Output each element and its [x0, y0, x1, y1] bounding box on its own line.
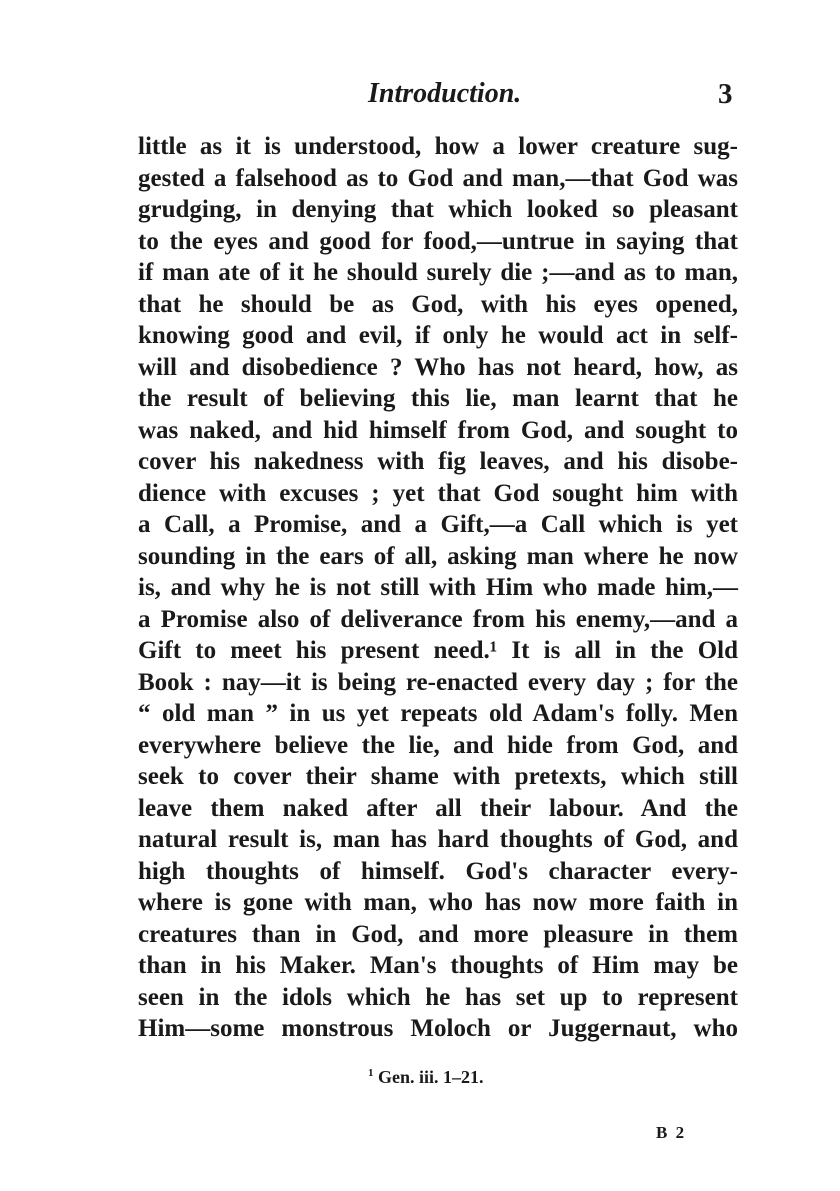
text-line: gested a falsehood as to God and man,—that God was — [138, 164, 738, 192]
text-line: the result of believing this lie, man learnt that he — [138, 385, 738, 412]
running-title: Introduction. — [368, 78, 522, 109]
text-line: Book : nay—it is being re-enacted every day ; for the — [138, 668, 738, 696]
footnote — [368, 1067, 484, 1088]
text-line: where is gone with man, who has now more faith in — [138, 889, 738, 916]
text-line: grudging, in denying that which looked so pleasant — [138, 196, 738, 223]
text-line: everywhere believe the lie, and hide from God, and — [138, 731, 738, 759]
text-line: than in his Maker. Man's thoughts of Him may be — [138, 952, 738, 979]
text-line: will and disobedience ? Who has not heard, how, as — [138, 353, 738, 381]
text-line: seek to cover their shame with pretexts, which still — [138, 763, 738, 790]
running-head — [0, 78, 840, 118]
text-line: to the eyes and good for food,—untrue in saying that — [138, 227, 738, 255]
text-line: leave them naked after all their labour. And the — [138, 794, 738, 822]
text-line: sounding in the ears of all, asking man where he now — [138, 542, 738, 570]
text-line: cover his nakedness with fig leaves, and his disobe- — [138, 448, 738, 475]
text-line: “ old man ” in us yet repeats old Adam's folly. Men — [138, 700, 738, 727]
footnote-text: Gen. iii. 1–21. — [378, 1067, 484, 1087]
text-line: is, and why he is not still with Him who made him,— — [138, 574, 738, 601]
text-line: seen in the idols which he has set up to represent — [138, 983, 738, 1011]
text-line: Gift to meet his present need.¹ It is all in the Old — [138, 637, 738, 664]
text-line: a Promise also of deliverance from his enemy,—and a — [138, 605, 738, 633]
body-text — [138, 131, 738, 1045]
text-line: high thoughts of himself. God's character every- — [138, 857, 738, 885]
text-line: was naked, and hid himself from God, and sought to — [138, 416, 738, 444]
text-line: little as it is understood, how a lower creature sug- — [138, 133, 738, 160]
text-line: knowing good and evil, if only he would act in self- — [138, 322, 738, 349]
text-line: natural result is, man has hard thoughts of God, and — [138, 826, 738, 853]
text-line: that he should be as God, with his eyes opened, — [138, 290, 738, 318]
text-line: dience with excuses ; yet that God sought him with — [138, 479, 738, 507]
text-line: a Call, a Promise, and a Gift,—a Call which is yet — [138, 511, 738, 538]
text-line: Him—some monstrous Moloch or Juggernaut, who — [138, 1015, 738, 1042]
text-line: if man ate of it he should surely die ;—and as to man, — [138, 259, 738, 286]
page-number: 3 — [718, 78, 733, 110]
signature-mark: B 2 — [656, 1123, 687, 1142]
footnote-marker: 1 — [368, 1067, 374, 1079]
text-line: creatures than in God, and more pleasure in them — [138, 920, 738, 948]
